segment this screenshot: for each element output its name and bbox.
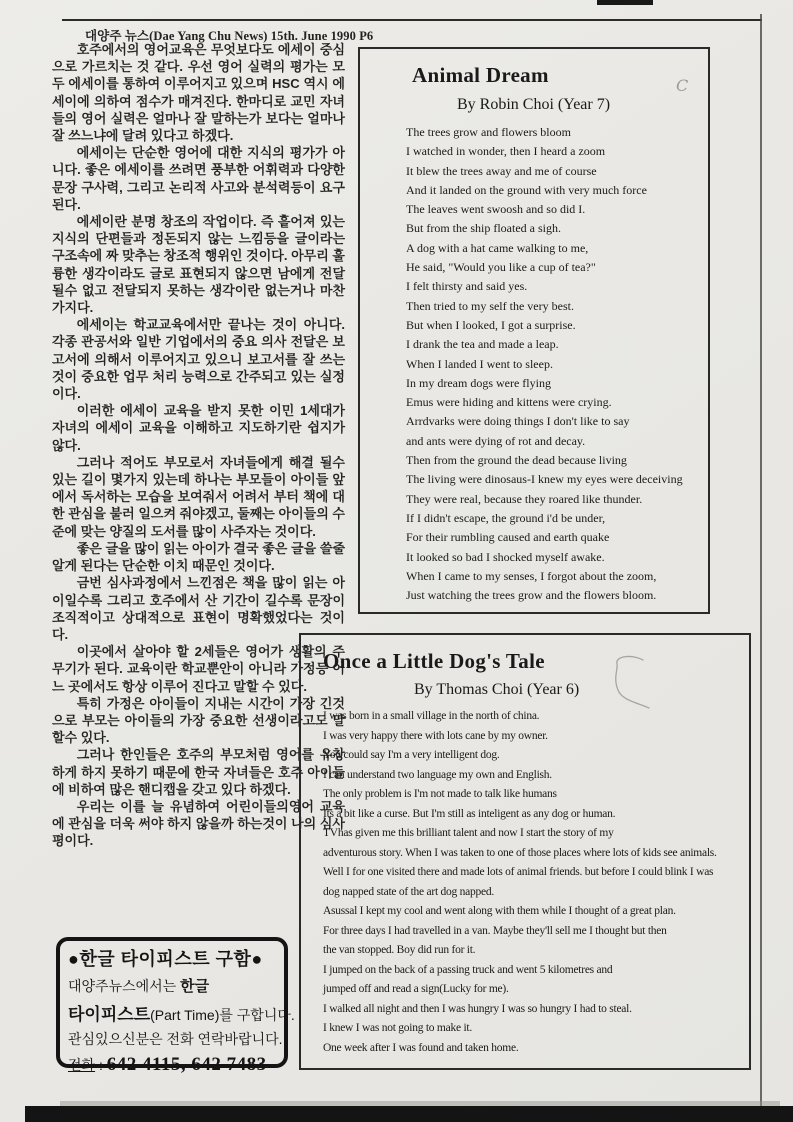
article-paragraph: 그러나 적어도 부모로서 자녀들에게 해결 될수 있는 길이 몇가지 있는데 하나는 부모들이 아이들 앞에서 독서하는 모습을 보여줘서 어려서 부터 책에 대한 관심을 불러 일으켜 줘야겠고, 둘째는 아이들의 수준에 맞는 양질의 도서를 많이 사주자는 것이다. [52,454,345,539]
story-line: I jumped on the back of a passing truck and went 5 kilometres and [323,963,613,976]
poem-line: Emus were hiding and kittens were crying. [406,395,612,410]
story-line: One week after I was found and taken home. [323,1041,519,1054]
poem-line: The leaves went swoosh and so did I. [406,202,586,217]
poem-line: I felt thirsty and said yes. [406,279,528,294]
ad-title: ●한글 타이피스트 구함● [68,949,263,969]
story-line: I walked all night and then I was hungry I was so hungry I had to steal. [323,1002,632,1015]
article-paragraph: 에세이는 단순한 영어에 대한 지식의 평가가 아니다. 좋은 에세이를 쓰려면 풍부한 어휘력과 다양한 문장 구사력, 그리고 논리적 사고와 분석력등이 요구된다. [52,145,345,212]
story-line: Asussal I kept my cool and went along with them while I thought of a great plan. [323,905,676,917]
article-paragraph: 특히 가정은 아이들이 지내는 시간이 가장 긴것으로 부모는 아이들의 가장 중요한 선생이라고도 말할수 있다. [52,695,345,746]
poem-line: Arrdvarks were doing things I don't like to say [406,414,630,429]
story-line: The only problem is I'm not made to talk like humans [323,788,557,800]
story-byline: By Thomas Choi (Year 6) [414,681,580,698]
ad-phone-numbers: 642 4115, 642 7483 [106,1054,267,1075]
scan-artifact-smudge [597,0,653,5]
poem-line: If I didn't escape, the ground i'd be under, [406,510,606,525]
ad-phone-label: 전화 [68,1057,96,1073]
poem-line: I watched in wonder, then I heard a zoom [406,144,606,159]
article-paragraph: 호주에서의 영어교육은 무엇보다도 에세이 중심으로 가르치는 것 같다. 우선 영어 실력의 평가는 모두 에세이를 통하여 이루어지고 있으며 HSC 역시 에세이에 의하여 점수가 매겨진다. 한마디로 교민 자녀들의 영어 실력은 얼마나 잘 말하는가 보다는 얼마나 잘 쓰느냐에 달려 있다고 하겠다. [52,42,345,144]
story-line: I knew I was not going to make it. [323,1022,472,1034]
poem-line: In my dream dogs were flying [406,375,551,390]
poem-lines [406,123,708,605]
story-line: dog napped state of the art dog napped. [323,885,494,898]
story-line: jumped off and read a sign(Lucky for me). [323,983,509,995]
poem-line: When I came to my senses, I forgot about the zoom, [406,568,657,583]
poem-line: and ants were dying of rot and decay. [406,433,586,448]
ad-line-1-text: 대양주뉴스에서는 [68,978,181,994]
story-line: the van stopped. Boy did run for it. [323,944,476,956]
poem-line: The trees grow and flowers bloom [406,125,571,139]
handwritten-squiggle-mark [605,652,685,714]
story-line: I was born in a small village in the north of china. [323,710,540,722]
story-title: Once a Little Dog's Tale [323,649,545,673]
poem-line: And it landed on the ground with very much force [406,182,647,197]
article-paragraph: 좋은 글을 많이 읽는 아이가 결국 좋은 글을 쓸줄 알게 된다는 단순한 이치 때문인 것이다. [52,540,345,574]
article-paragraph: 에세이란 분명 창조의 작업이다. 즉 흩어져 있는 지식의 단편들과 정돈되지 않는 느낌등을 글이라는 구조속에 짜 맞추는 창조적 행위인 것이다. 아무리 훌륭한 생각이라도 글로 표현되지 않으면 남에게 전달될수 없고 전달되지 못하는 생각이란 없는거나 마찬가지다. [52,214,345,316]
poem-line: But when I looked, I got a surprise. [406,317,576,332]
page-right-border [760,14,762,1106]
ad-phone-separator: : [95,1057,107,1073]
article-paragraph: 그러나 한인들은 호주의 부모처럼 영어를 유창하게 하지 못하기 때문에 한국 자녀들은 호주 아이들에 비하여 많은 핸디캡을 갖고 있다 하겠다. [52,747,345,797]
ad-phone-line [68,1054,276,1076]
story-line: Its a bit like a curse. But I'm still as inteligent as any dog or human. [323,807,616,820]
story-line: adventurous story. When I was taken to one of those places where lots of kids see animals. [323,846,717,859]
poem-line: When I landed I went to sleep. [406,356,553,371]
poem-line: It looked so bad I shocked myself awake. [406,549,605,564]
ad-line-1-bold: 한글 [180,978,210,995]
poem-line: The living were dinosaus-I knew my eyes were deceiving [406,472,683,487]
ad-line-1 [68,975,276,996]
poem-title: Animal Dream [412,63,549,87]
poem-box-animal-dream [358,47,710,614]
story-line: I can understand two language my own and English. [323,768,552,781]
article-paragraph: 이곳에서 살아야 할 2세들은 영어가 생활의 주 무기가 된다. 교육이란 학교뿐안이 아니라 가정등 어느 곳에서도 항상 이루어 진다고 말할 수 있다. [52,644,345,694]
poem-line: But from the ship floated a sigh. [406,221,561,236]
story-line: TVhas given me this brilliant talent and now I start the story of my [323,827,614,839]
poem-line: Then from the ground the dead because living [406,453,627,468]
article-paragraph: 우리는 이를 늘 유념하여 어린이들의영어 교육에 관심을 더욱 써야 하지 않을까 하는것이 나의 심사 평이다. [52,798,345,849]
story-lines [323,707,749,1058]
ad-line-3: 관심있으신분은 전화 연락바랍니다. [68,1031,283,1047]
poem-line: A dog with a hat came walking to me, [406,240,589,255]
poem-line: They were real, because they roared like thunder. [406,491,643,506]
poem-line: He said, "Would you like a cup of tea?" [406,260,596,275]
poem-line: Then tried to my self the very best. [406,298,574,313]
poem-byline: By Robin Choi (Year 7) [457,96,611,113]
story-line: For three days I had travelled in a van. Maybe they'll sell me I thought but then [323,924,667,937]
handwritten-c-mark: C [676,76,689,95]
article-paragraph: 이러한 에세이 교육을 받지 못한 이민 1세대가 자녀의 에세이 교육을 이해하고 지도하기란 쉽지가 않다. [52,403,345,453]
ad-line-2 [68,1000,295,1025]
ad-box-typist-wanted [56,937,295,1075]
page-bottom-bar [25,1106,793,1122]
story-line: You could say I'm a very intelligent dog. [323,749,500,761]
ad-line-2-bold: 타이피스트 [68,1005,151,1024]
story-line: I was very happy there with lots cane by my owner. [323,729,548,742]
ad-line-2-text: (Part Time)를 구합니다. [150,1007,295,1023]
header-rule [62,19,762,21]
article-paragraph: 에세이는 학교교육에서만 끝나는 것이 아니다. 각종 관공서와 일반 기업에서의 중요 의사 전달은 보고서에 의해서 이루어지고 있으니 보고서를 잘 쓰는 것이 중요한 업무 처리 능력으로 간주되고 있는 실정이다. [52,317,345,402]
article-paragraph: 금번 심사과정에서 느낀점은 책을 많이 읽는 아이일수록 그리고 호주에서 산 기간이 길수록 문장이 조직적이고 상대적으로 표현이 명확했었다는 것이다. [52,575,345,642]
poem-line: For their rumbling caused and earth quake [406,530,610,545]
story-line: Well I for one visited there and made lots of animal friends. but before I could blink I was [323,866,714,878]
poem-line: Just watching the trees grow and the flowers bloom. [406,588,657,603]
poem-line: I drank the tea and made a leap. [406,337,559,352]
page-header: 대양주 뉴스(Dae Yang Chu News) 15th. June 1990 P6 [85,29,374,43]
poem-line: It blew the trees away and me of course [406,163,597,178]
